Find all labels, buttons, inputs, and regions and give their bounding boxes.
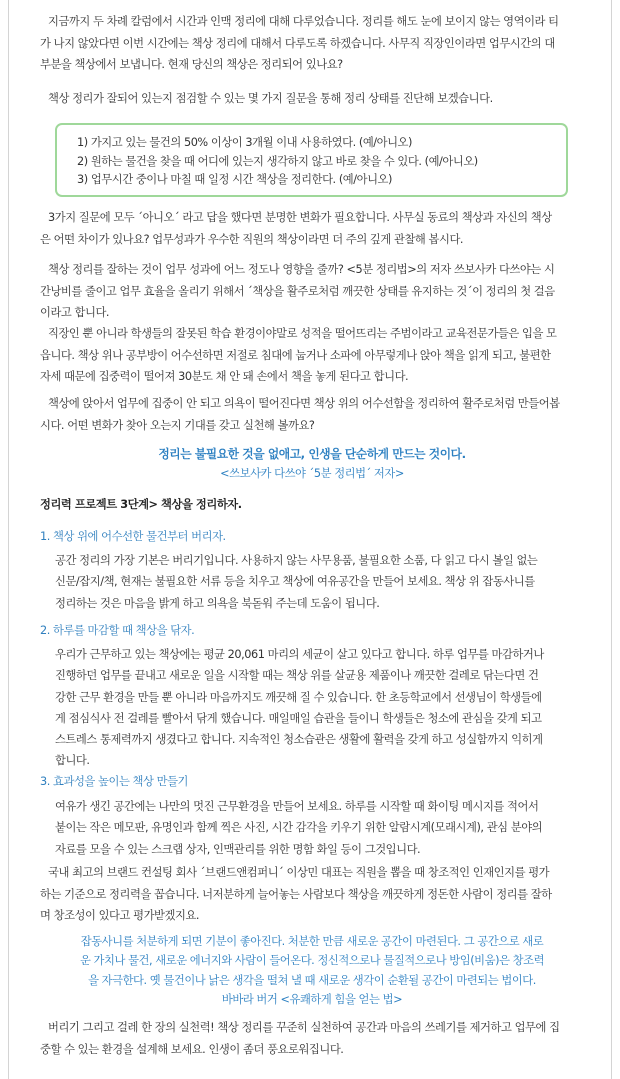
step-line: 자료를 모을 수 있는 스크랩 상자, 인맥관리를 위한 명함 화일 등이 그것입니다. [55,842,421,856]
brand-paragraph [40,862,584,927]
closing-paragraph [40,1017,584,1060]
intro-line: 가 나지 않았다면 이번 시간에는 책상 정리에 대해서 다루도록 하겠습니다. 사무직 직장인이라면 업무시간의 대 [40,36,555,50]
brand-line: 국내 최고의 브랜드 컨설팅 회사 ´브랜드앤컴퍼니´ 이상민 대표는 직원을 뽑을 때 창조적인 인재인지를 평가 [48,866,550,879]
step-line: 스트레스 통제력까지 생겼다고 합니다. 지속적인 청소습관은 생활에 활력을 갖게 하고 성실함까지 익히게 [55,733,543,747]
closing-line: 버리기 그리고 걸레 한 장의 실천력! 책상 정리를 꾸준히 실천하여 공간과 마음의 쓰레기를 제거하고 업무에 집 [48,1021,560,1034]
step-line: 우리가 근무하고 있는 책상에는 평균 20,061 마리의 세균이 살고 있다고 합니다. 하루 업무를 마감하거나 [55,648,544,661]
checklist-item: 1) 가지고 있는 물건의 50% 이상이 3개월 이내 사용하였다. (예/아니오) [77,136,412,149]
intro-paragraph [40,11,584,76]
closing-line: 중할 수 있는 환경을 설계해 보세요. 인생이 좀더 풍요로워집니다. [40,1042,344,1056]
quote-line: 을 자극한다. 옛 물건이나 낡은 생각을 떨쳐 낼 때 새로운 생각이 순환될 공간이 마련되는 법이다. [88,973,536,987]
step-body [55,796,569,860]
step-title: 3. 효과성을 높이는 책상 만들기 [40,775,188,788]
step-title: 2. 하루를 마감할 때 책상을 닦자. [40,624,195,637]
quote-line: 잡동사니를 처분하게 되면 기분이 좋아진다. 처분한 만큼 새로운 공간이 마련된다. 그 공간으로 새로 [80,935,544,948]
quote-text: 정리는 불필요한 것을 없애고, 인생을 단순하게 만드는 것이다. [158,447,466,461]
checklist-item: 3) 업무시간 중이나 마칠 때 일정 시간 책상을 정리한다. (예/아니오) [77,173,392,186]
students-paragraph [40,323,584,388]
step-line: 공간 정리의 가장 기본은 버리기입니다. 사용하지 않는 사무용품, 불필요한 소품, 다 읽고 다시 볼일 없는 [55,554,538,567]
runway-line: 시다. 어떤 변화가 찾아 오는지 기대를 갖고 실천해 볼까요? [40,418,315,432]
step-line: 붙이는 작은 메모판, 유명인과 함께 찍은 사진, 시간 감각을 키우기 위한 알람시계(모래시계), 관심 분야의 [55,821,543,835]
students-line: 읍니다. 책상 위나 공부방이 어수선하면 저절로 침대에 눕거나 소파에 아무렇게나 앉아 책을 읽게 되고, 불편한 [40,348,551,362]
quote-source: 바바라 버거 <유쾌하게 힘을 얻는 법> [221,992,403,1006]
step-line: 정리하는 것은 마음을 밝게 하고 의욕을 북돋워 주는데 도움이 됩니다. [55,596,380,610]
checklist-box [55,123,568,197]
step-body [55,550,569,614]
project-title: 정리력 프로젝트 3단계> 책상을 정리하자. [40,498,242,511]
checklist-item: 2) 원하는 물건을 찾을 때 어디에 있는지 생각하지 않고 바로 찾을 수 있다. (예/아니오) [77,154,478,168]
quote-block [40,444,584,484]
after-check-line: 3가지 질문에 모두 ´아니오´ 라고 답을 했다면 분명한 변화가 필요합니다. 사무실 동료의 책상과 자신의 책상 [48,211,552,224]
students-line: 직장인 뿐 아니라 학생들의 잘못된 학습 환경이야말로 성적을 떨어뜨리는 주범이라고 교육전문가들은 입을 모 [48,327,557,340]
step-line: 게 점심식사 전 걸레를 빨아서 닦게 했습니다. 매일매일 습관을 들이니 학생들은 청소에 관심을 갖게 되고 [55,711,542,725]
intro-line: 지금까지 두 차례 칼럼에서 시간과 인맥 정리에 대해 다루었습니다. 정리를 해도 눈에 보이지 않는 영역이라 티 [48,15,559,28]
step-body [55,644,569,772]
after-check-paragraph [40,207,584,250]
intro-line: 부분을 책상에서 보냅니다. 현재 당신의 책상은 정리되어 있나요? [40,58,343,71]
brand-line: 하는 기준으로 정리력을 꼽습니다. 너저분하게 늘어놓는 사람보다 책상을 깨끗하게 정돈한 사람이 정리를 잘하 [40,887,552,901]
step-line: 여유가 생긴 공간에는 나만의 멋진 근무환경을 만들어 보세요. 하루를 시작할 때 화이팅 메시지를 적어서 [55,800,539,813]
step-title: 1. 책상 위에 어수선한 물건부터 버리자. [40,530,226,543]
impact-line: 책상 정리를 잘하는 것이 업무 성과에 어느 정도나 영향을 줄까? <5분 정리법>의 저자 쓰보사카 다쓰야는 시 [48,263,555,276]
students-line: 자세 때문에 집중력이 떨어져 30분도 채 안 돼 손에서 책을 놓게 된다고 합니다. [40,370,409,383]
step-line: 신문/잡지/책, 현재는 불필요한 서류 등을 치우고 책상에 여유공간을 만들어 보세요. 책상 위 잡동사니를 [55,575,535,589]
impact-line: 간낭비를 줄이고 업무 효율을 올리기 위해서 ´책상을 활주로처럼 깨끗한 상태를 유지하는 것´이 정리의 첫 걸음 [40,284,555,298]
impact-paragraph [40,259,584,324]
diagnose-line: 책상 정리가 잘되어 있는지 점검할 수 있는 몇 가지 질문을 통해 정리 상태를 진단해 보겠습니다. [48,92,493,105]
quote-source: <쓰보사카 다쓰야 ´5분 정리법´ 저자> [220,467,404,480]
step-line: 합니다. [55,754,90,768]
quote-block [40,932,584,1009]
step-line: 진행하던 업무를 끝내고 새로운 일을 시작할 때는 책상 위를 살균용 제품이나 깨끗한 걸레로 닦는다면 건 [55,669,539,683]
after-check-line: 은 어떤 차이가 있나요? 업무성과가 우수한 직원의 책상이라면 더 주의 깊게 관찰해 봅시다. [40,232,464,246]
step-line: 강한 근무 환경을 만들 뿐 아니라 마음까지도 깨끗해 질 수 있습니다. 한 초등학교에서 선생님이 학생들에 [55,690,542,704]
impact-line: 이라고 합니다. [40,306,110,319]
brand-line: 며 창조성이 있다고 평가받겠지요. [40,909,200,922]
runway-paragraph [40,393,584,436]
runway-line: 책상에 앉아서 업무에 집중이 안 되고 의욕이 떨어진다면 책상 위의 어수선함을 정리하여 활주로처럼 만들어봅 [48,397,560,410]
quote-line: 운 가치나 물건, 새로운 에너지와 사람이 들어온다. 정신적으로나 물질적으로나 방임(비움)은 창조력 [79,954,545,968]
diagnose-paragraph [40,88,584,110]
